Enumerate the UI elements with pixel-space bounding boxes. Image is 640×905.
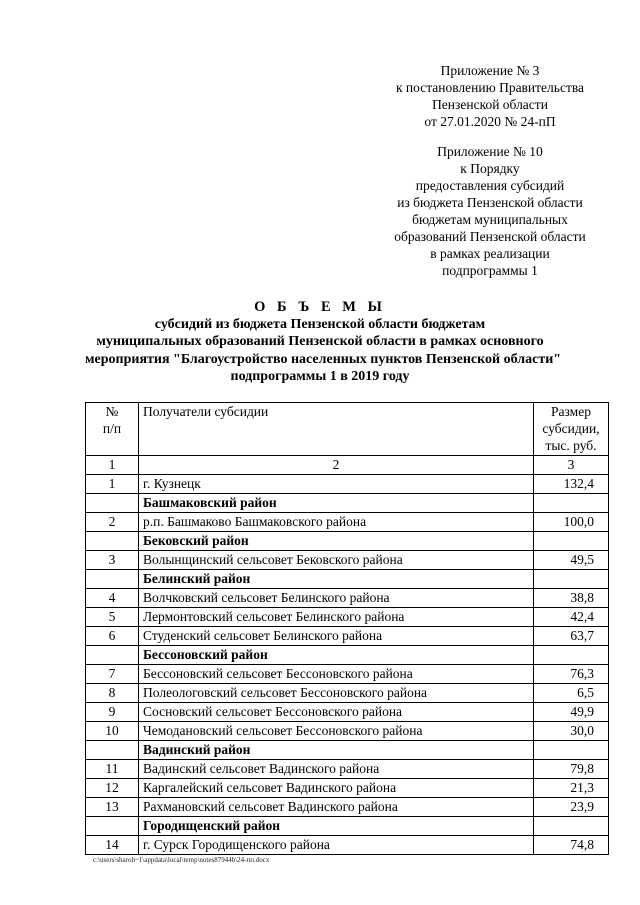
header-num — [86, 403, 139, 456]
row-number-cell — [86, 532, 139, 551]
amount-cell: 76,3 — [534, 665, 609, 684]
appendix-line: из бюджета Пензенской области — [397, 195, 583, 210]
table-row — [86, 513, 609, 532]
row-number-cell: 2 — [86, 513, 139, 532]
appendix-line: Пензенской области — [432, 97, 548, 112]
table-row — [86, 589, 609, 608]
table-row — [86, 551, 609, 570]
header-num-line: п/п — [102, 421, 122, 436]
row-number-cell: 9 — [86, 703, 139, 722]
row-number-cell: 13 — [86, 798, 139, 817]
amount-cell — [534, 494, 609, 513]
table-row — [86, 722, 609, 741]
appendix-line: Приложение № 3 — [440, 63, 540, 78]
amount-cell: 42,4 — [534, 608, 609, 627]
title-line: муниципальных образований Пензенской области в рамках основного — [96, 334, 544, 350]
table-row — [86, 703, 609, 722]
appendix-line: от 27.01.2020 № 24-пП — [424, 114, 556, 129]
recipient-cell: Бессоновский сельсовет Бессоновского района — [139, 665, 534, 684]
amount-cell — [534, 741, 609, 760]
amount-cell: 63,7 — [534, 627, 609, 646]
district-row — [86, 741, 609, 760]
col-number-cell: 3 — [534, 456, 609, 475]
row-number-cell: 6 — [86, 627, 139, 646]
amount-cell: 6,5 — [534, 684, 609, 703]
column-number-row — [86, 456, 609, 475]
row-number-cell: 1 — [86, 475, 139, 494]
header-amount — [534, 403, 609, 456]
row-number-cell — [86, 817, 139, 836]
district-row — [86, 494, 609, 513]
recipient-cell: Сосновский сельсовет Бессоновского района — [139, 703, 534, 722]
recipient-cell: Вадинский сельсовет Вадинского района — [139, 760, 534, 779]
recipient-cell: р.п. Башмаково Башмаковского района — [139, 513, 534, 532]
table-row — [86, 836, 609, 855]
header-recipient — [139, 403, 534, 456]
amount-cell: 74,8 — [534, 836, 609, 855]
recipient-cell: Полеологовский сельсовет Бессоновского района — [139, 684, 534, 703]
row-number-cell: 11 — [86, 760, 139, 779]
amount-cell — [534, 570, 609, 589]
row-number-cell: 10 — [86, 722, 139, 741]
recipient-cell: Волынщинский сельсовет Бековского района — [139, 551, 534, 570]
table-row — [86, 760, 609, 779]
table-header-row — [86, 403, 609, 456]
recipient-cell: Студенский сельсовет Белинского района — [139, 627, 534, 646]
title-line: субсидий из бюджета Пензенской области бюджетам — [154, 317, 486, 333]
appendix-line: к Порядку — [460, 161, 520, 176]
district-row — [86, 817, 609, 836]
table-body — [86, 456, 609, 855]
appendix-10-block — [330, 143, 640, 279]
amount-cell: 30,0 — [534, 722, 609, 741]
appendix-line: Приложение № 10 — [437, 144, 543, 159]
table-row — [86, 665, 609, 684]
table-row — [86, 684, 609, 703]
amount-cell — [534, 817, 609, 836]
row-number-cell: 3 — [86, 551, 139, 570]
row-number-cell — [86, 570, 139, 589]
recipient-cell: Лермонтовский сельсовет Белинского района — [139, 608, 534, 627]
row-number-cell: 12 — [86, 779, 139, 798]
district-name-cell: Бессоновский район — [139, 646, 534, 665]
district-name-cell: Башмаковский район — [139, 494, 534, 513]
title-line: подпрограммы 1 в 2019 году — [230, 368, 410, 384]
recipient-cell: Чемодановский сельсовет Бессоновского района — [139, 722, 534, 741]
appendix-3-block — [330, 62, 640, 130]
recipient-cell: Рахмановский сельсовет Вадинского района — [139, 798, 534, 817]
col-number-cell: 1 — [86, 456, 139, 475]
table-row — [86, 608, 609, 627]
amount-cell — [534, 646, 609, 665]
district-row — [86, 532, 609, 551]
amount-cell: 49,9 — [534, 703, 609, 722]
row-number-cell — [86, 646, 139, 665]
header-amount-line: Размер — [551, 404, 591, 419]
amount-cell: 100,0 — [534, 513, 609, 532]
amount-cell: 38,8 — [534, 589, 609, 608]
recipient-cell: Волчковский сельсовет Белинского района — [139, 589, 534, 608]
title-heading: О Б Ъ Е М Ы — [254, 299, 386, 315]
table-row — [86, 475, 609, 494]
col-number-cell: 2 — [139, 456, 534, 475]
appendix-line: в рамках реализации — [430, 246, 550, 261]
appendix-line: предоставления субсидий — [415, 178, 565, 193]
row-number-cell — [86, 494, 139, 513]
header-amount-line: субсидии, — [542, 421, 600, 436]
district-name-cell: Белинский район — [139, 570, 534, 589]
district-row — [86, 570, 609, 589]
row-number-cell: 5 — [86, 608, 139, 627]
amount-cell: 132,4 — [534, 475, 609, 494]
amount-cell: 49,5 — [534, 551, 609, 570]
subsidy-table — [85, 402, 609, 855]
header-num-line: № — [105, 404, 119, 419]
recipient-cell: г. Сурск Городищенского района — [139, 836, 534, 855]
row-number-cell — [86, 741, 139, 760]
appendix-line: подпрограммы 1 — [442, 263, 538, 278]
appendix-line: к постановлению Правительства — [395, 80, 585, 95]
row-number-cell: 4 — [86, 589, 139, 608]
header-recipient-label: Получатели субсидии — [143, 404, 269, 419]
row-number-cell: 7 — [86, 665, 139, 684]
file-path-footer: c:\users\sharoh~1\appdata\local\temp\notes87944b\24-пп.docx — [93, 856, 270, 864]
appendix-line: образований Пензенской области — [394, 229, 586, 244]
district-row — [86, 646, 609, 665]
amount-cell: 79,8 — [534, 760, 609, 779]
table-row — [86, 798, 609, 817]
district-name-cell: Вадинский район — [139, 741, 534, 760]
amount-cell: 21,3 — [534, 779, 609, 798]
district-name-cell: Бековский район — [139, 532, 534, 551]
row-number-cell: 8 — [86, 684, 139, 703]
row-number-cell: 14 — [86, 836, 139, 855]
title-line: мероприятия "Благоустройство населенных пунктов Пензенской области" — [85, 351, 562, 367]
header-amount-line: тыс. руб. — [545, 438, 597, 453]
document-title — [85, 299, 562, 385]
amount-cell: 23,9 — [534, 798, 609, 817]
district-name-cell: Городищенский район — [139, 817, 534, 836]
appendix-line: бюджетам муниципальных — [412, 212, 568, 227]
amount-cell — [534, 532, 609, 551]
recipient-cell: Каргалейский сельсовет Вадинского района — [139, 779, 534, 798]
recipient-cell: г. Кузнецк — [139, 475, 534, 494]
table-row — [86, 627, 609, 646]
table-row — [86, 779, 609, 798]
